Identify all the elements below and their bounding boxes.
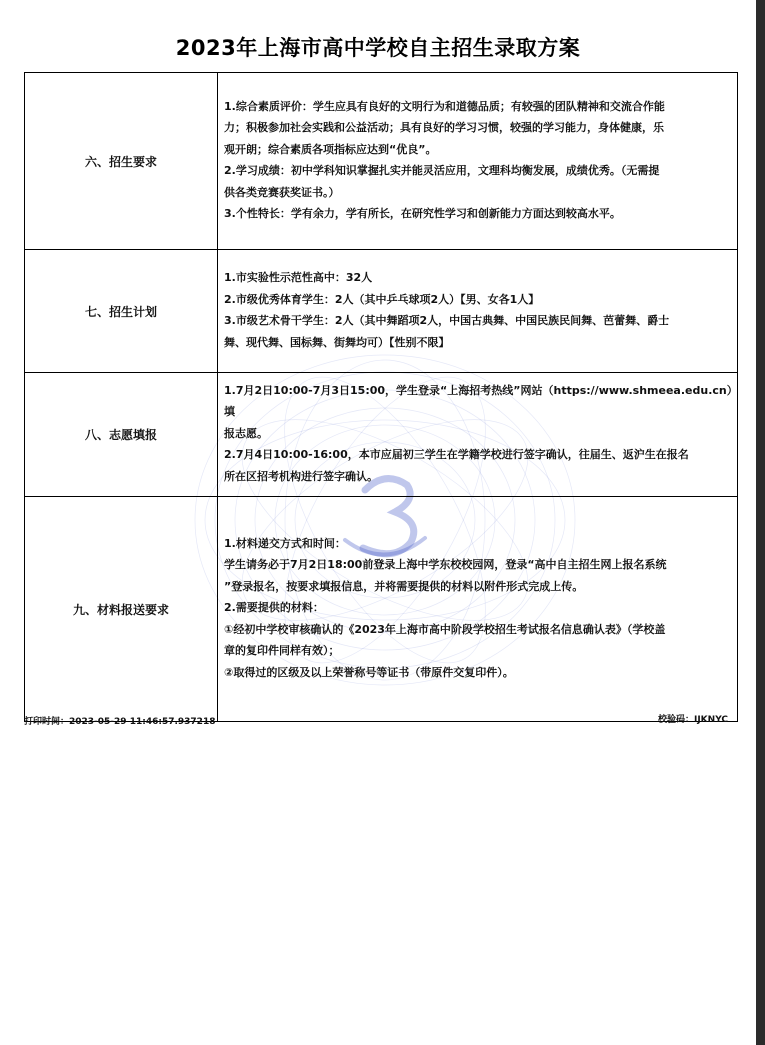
table-row bbox=[25, 497, 738, 722]
content-line: 1.材料递交方式和时间： bbox=[224, 536, 346, 550]
table-row bbox=[25, 373, 738, 497]
content-line: ②取得过的区级及以上荣誉称号等证书（带原件交复印件）。 bbox=[224, 665, 514, 679]
content-line: ①经初中学校审核确认的《2023年上海市高中阶段学校招生考试报名信息确认表》（学校盖 bbox=[224, 622, 666, 636]
section-label: 九、材料报送要求 bbox=[25, 497, 218, 722]
content-line: 观开朗；综合素质各项指标应达到“优良”。 bbox=[224, 142, 437, 156]
content-line: 3.市级艺术骨干学生：2人（其中舞蹈项2人，中国古典舞、中国民族民间舞、芭蕾舞、爵士 bbox=[224, 314, 670, 327]
content-line: 2.学习成绩：初中学科知识掌握扎实并能灵活应用，文理科均衡发展，成绩优秀。（无需提 bbox=[224, 164, 660, 177]
content-line: 1.市实验性示范性高中：32人 bbox=[224, 271, 373, 284]
content-line: 舞、现代舞、国标舞、街舞均可）【性别不限】 bbox=[224, 335, 450, 349]
section-content bbox=[218, 373, 738, 497]
requirements-table bbox=[24, 72, 738, 722]
content-line: 学生请务必于7月2日18:00前登录上海中学东校校园网，登录“高中自主招生网上报名系统 bbox=[224, 558, 667, 572]
content-line: 供各类竞赛获奖证书。） bbox=[224, 185, 340, 199]
content-line: 章的复印件同样有效）； bbox=[224, 644, 340, 658]
content-line: 1.7月2日10:00-7月3日15:00，学生登录“上海招考热线”网站（https://www.shmeea.edu.cn）填 bbox=[224, 383, 733, 419]
print-time: 打印时间：2023-05-29 11:46:57.937218 bbox=[24, 717, 216, 727]
table-row bbox=[25, 73, 738, 250]
table-row bbox=[25, 250, 738, 373]
section-content bbox=[218, 497, 738, 722]
content-line: 2.市级优秀体育学生：2人（其中乒乓球项2人）【男、女各1人】 bbox=[224, 292, 540, 306]
content-line: ”登录报名，按要求填报信息，并将需要提供的材料以附件形式完成上传。 bbox=[224, 579, 584, 593]
content-line: 2.7月4日10:00-16:00，本市应届初三学生在学籍学校进行签字确认，往届生、返沪生在报名 bbox=[224, 448, 689, 462]
content-line: 所在区招考机构进行签字确认。 bbox=[224, 469, 378, 483]
content-line: 力；积极参加社会实践和公益活动；具有良好的学习习惯，较强的学习能力，身体健康，乐 bbox=[224, 121, 664, 134]
content-line: 报志愿。 bbox=[224, 426, 268, 440]
document-title: 2023年上海市高中学校自主招生录取方案 bbox=[175, 36, 581, 60]
section-content bbox=[218, 250, 738, 373]
content-line: 1.综合素质评价：学生应具有良好的文明行为和道德品质；有较强的团队精神和交流合作能 bbox=[224, 99, 665, 113]
section-label: 八、志愿填报 bbox=[25, 373, 218, 497]
content-line: 2.需要提供的材料： bbox=[224, 601, 324, 615]
section-label: 七、招生计划 bbox=[25, 250, 218, 373]
section-label: 六、招生要求 bbox=[25, 73, 218, 250]
verify-code: 校验码：IJKNYC bbox=[657, 715, 728, 725]
viewer-scrollbar[interactable] bbox=[756, 0, 765, 1045]
content-line: 3.个性特长：学有余力，学有所长，在研究性学习和创新能力方面达到较高水平。 bbox=[224, 207, 621, 220]
section-content bbox=[218, 73, 738, 250]
